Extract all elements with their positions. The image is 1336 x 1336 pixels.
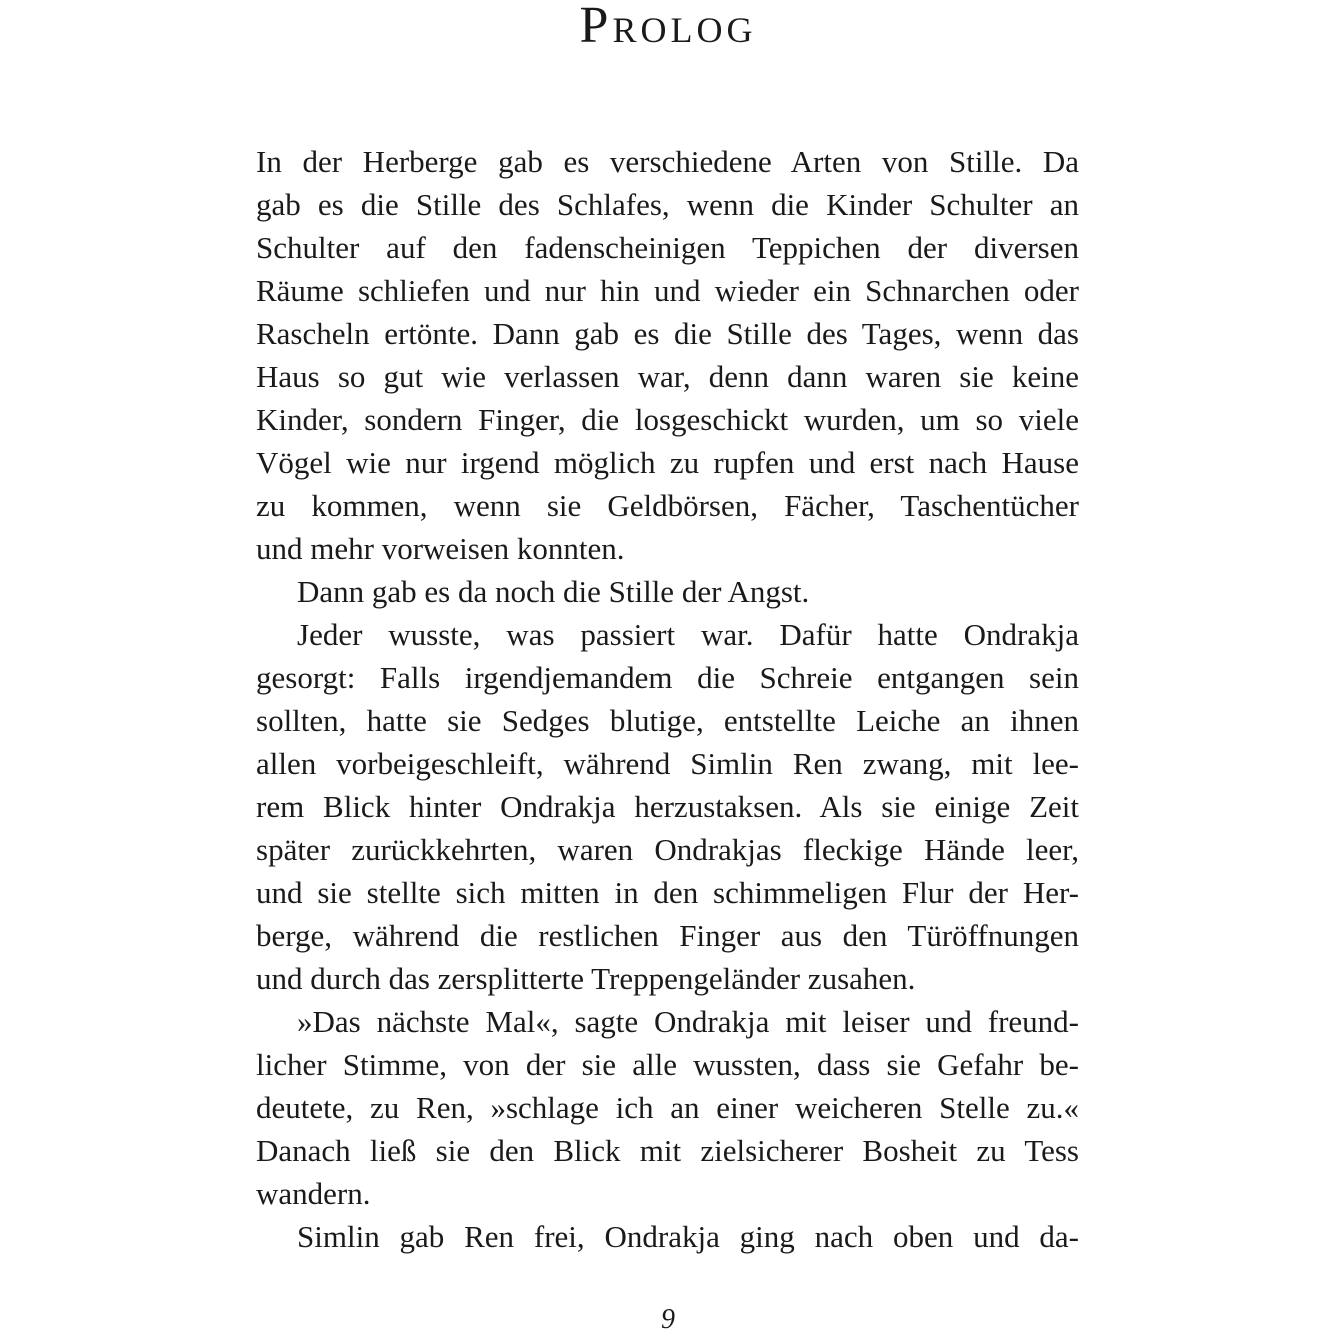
text-line: Vögel wie nur irgend möglich zu rupfen und erst nach Hause <box>256 445 1079 480</box>
text-line: und durch das zersplitterte Treppengeländer zusahen. <box>256 961 916 996</box>
text-line: allen vorbeigeschleift, während Simlin Ren zwang, mit lee- <box>256 746 1079 781</box>
text-line: Kinder, sondern Finger, die losgeschickt wurden, um so viele <box>256 402 1079 437</box>
text-line: Danach ließ sie den Blick mit zielsicherer Bosheit zu Tess <box>256 1133 1079 1168</box>
text-line: später zurückkehrten, waren Ondrakjas fleckige Hände leer, <box>256 832 1079 867</box>
page-number: 9 <box>661 1304 675 1335</box>
text-line: und sie stellte sich mitten in den schimmeligen Flur der Her- <box>256 875 1079 910</box>
body-text <box>256 140 1079 1258</box>
text-line: zu kommen, wenn sie Geldbörsen, Fächer, Taschentücher <box>256 488 1079 523</box>
text-line: »Das nächste Mal«, sagte Ondrakja mit leiser und freund- <box>297 1004 1079 1039</box>
text-line: gesorgt: Falls irgendjemandem die Schreie entgangen sein <box>256 660 1079 695</box>
text-line: Rascheln ertönte. Dann gab es die Stille des Tages, wenn das <box>256 316 1079 351</box>
text-line: berge, während die restlichen Finger aus den Türöffnungen <box>256 918 1079 953</box>
text-line: und mehr vorweisen konnten. <box>256 531 625 566</box>
chapter-title: Prolog <box>579 0 757 54</box>
text-line: Räume schliefen und nur hin und wieder ein Schnarchen oder <box>256 273 1079 308</box>
text-line: Haus so gut wie verlassen war, denn dann waren sie keine <box>256 359 1079 394</box>
text-line: Dann gab es da noch die Stille der Angst. <box>297 574 810 609</box>
text-line: In der Herberge gab es verschiedene Arten von Stille. Da <box>256 144 1079 179</box>
text-line: sollten, hatte sie Sedges blutige, entstellte Leiche an ihnen <box>256 703 1079 738</box>
text-line: Jeder wusste, was passiert war. Dafür hatte Ondrakja <box>297 617 1079 652</box>
text-line: Simlin gab Ren frei, Ondrakja ging nach oben und da- <box>297 1219 1079 1254</box>
text-line: rem Blick hinter Ondrakja herzustaksen. Als sie einige Zeit <box>256 789 1079 824</box>
text-line: deutete, zu Ren, »schlage ich an einer weicheren Stelle zu.« <box>256 1090 1079 1125</box>
text-line: licher Stimme, von der sie alle wussten, dass sie Gefahr be- <box>256 1047 1079 1082</box>
text-line: wandern. <box>256 1176 371 1211</box>
text-line: Schulter auf den fadenscheinigen Teppichen der diversen <box>256 230 1079 265</box>
text-line: gab es die Stille des Schlafes, wenn die Kinder Schulter an <box>256 187 1079 222</box>
